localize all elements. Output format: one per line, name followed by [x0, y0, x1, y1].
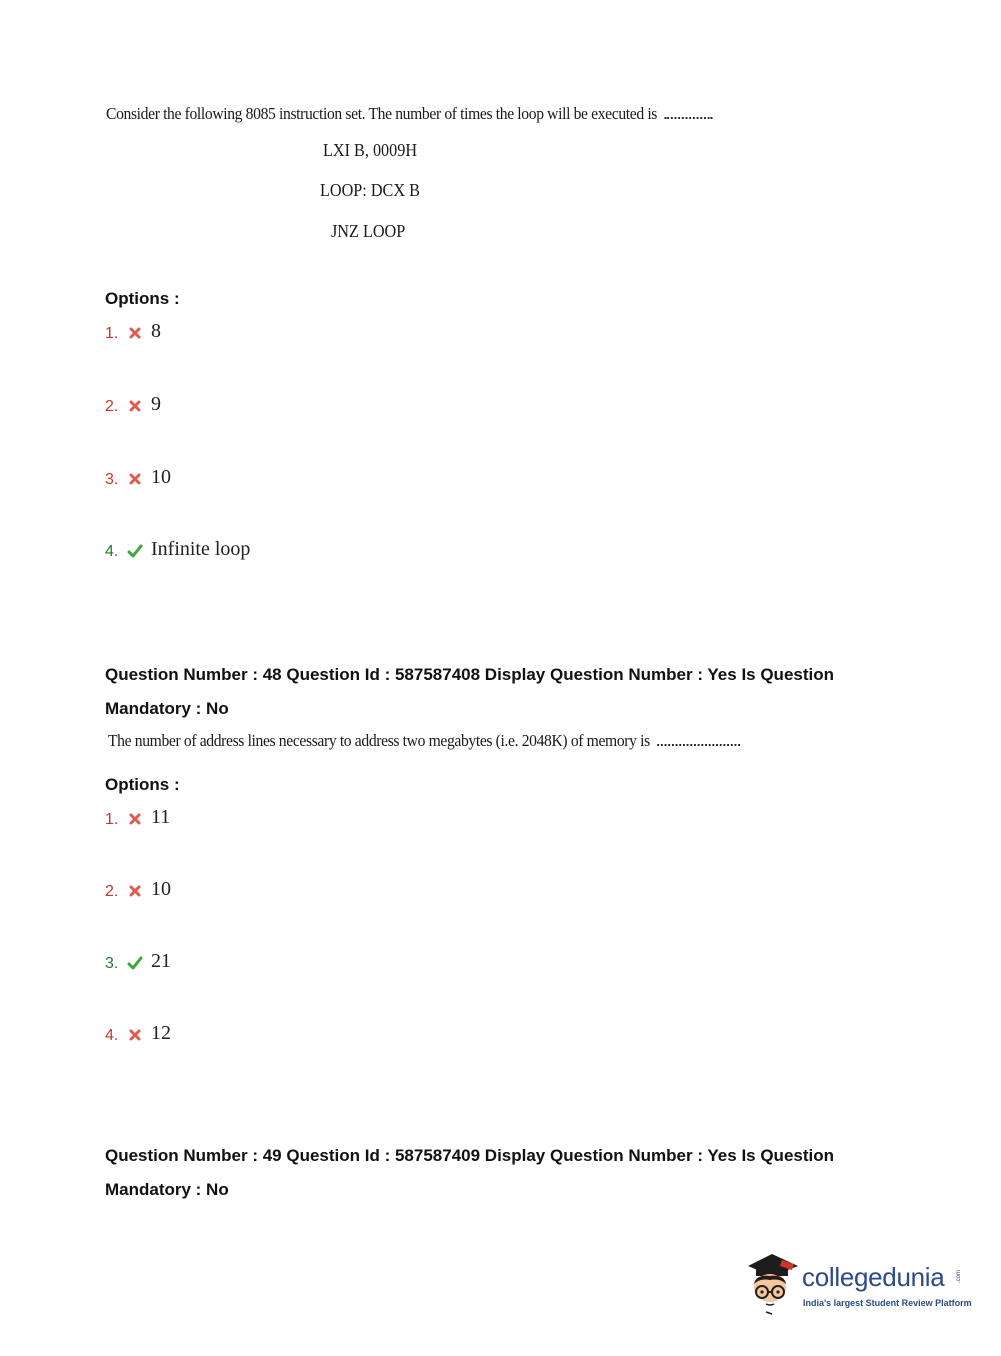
question-48-meta	[105, 658, 905, 726]
cross-icon	[127, 471, 143, 487]
option-number: 3.	[105, 471, 119, 488]
option-value: 9	[151, 393, 161, 415]
question-47-text	[106, 104, 712, 124]
cross-icon	[127, 1027, 143, 1043]
option-value: 12	[151, 1022, 171, 1044]
option-2	[105, 393, 161, 416]
option-1	[105, 320, 161, 343]
option-4	[105, 1022, 171, 1045]
option-number: 3.	[105, 955, 119, 972]
option-number: 4.	[105, 543, 119, 560]
cross-icon	[127, 398, 143, 414]
option-number: 1.	[105, 811, 119, 828]
collegedunia-logo	[742, 1248, 972, 1320]
code-line-2: LOOP: DCX B	[320, 180, 420, 200]
option-number: 1.	[105, 325, 119, 342]
mascot-icon	[742, 1248, 802, 1318]
blank-dots	[664, 107, 712, 119]
option-value: 11	[151, 806, 171, 828]
question-49-meta	[105, 1139, 905, 1207]
question-49-meta-line1: Question Number : 49 Question Id : 587587409 Display Question Number : Yes Is Question	[105, 1146, 835, 1165]
option-1	[105, 806, 170, 829]
options-label: Options :	[105, 775, 180, 794]
option-value: 21	[151, 950, 171, 972]
option-value: 8	[151, 320, 161, 342]
option-number: 2.	[105, 883, 119, 900]
option-number: 4.	[105, 1027, 119, 1044]
question-49-meta-line2: Mandatory : No	[105, 1180, 229, 1199]
option-2	[105, 878, 171, 901]
option-3	[105, 466, 171, 489]
question-48-text-content: The number of address lines necessary to address two megabytes (i.e. 2048K) of memory is	[108, 731, 650, 750]
cross-icon	[127, 811, 143, 827]
blank-dots	[657, 734, 740, 746]
option-value: Infinite loop	[151, 538, 251, 560]
logo-com-suffix: .com	[956, 1270, 962, 1284]
logo-name: collegedunia	[802, 1262, 945, 1292]
question-47-text-content: Consider the following 8085 instruction set. The number of times the loop will be executed is	[106, 104, 658, 123]
check-icon	[127, 543, 143, 559]
option-value: 10	[151, 466, 171, 488]
check-icon	[127, 955, 143, 971]
logo-tagline: India's largest Student Review Platform	[803, 1298, 972, 1308]
option-4	[105, 538, 250, 561]
question-48-meta-line1: Question Number : 48 Question Id : 587587408 Display Question Number : Yes Is Question	[105, 665, 835, 684]
options-label: Options :	[105, 289, 180, 308]
question-48-text	[108, 731, 740, 751]
option-3	[105, 950, 171, 973]
question-48-meta-line2: Mandatory : No	[105, 699, 229, 718]
cross-icon	[127, 883, 143, 899]
code-line-1: LXI B, 0009H	[323, 140, 418, 160]
option-value: 10	[151, 878, 171, 900]
option-number: 2.	[105, 398, 119, 415]
cross-icon	[127, 325, 143, 341]
code-line-3: JNZ LOOP	[331, 221, 406, 241]
